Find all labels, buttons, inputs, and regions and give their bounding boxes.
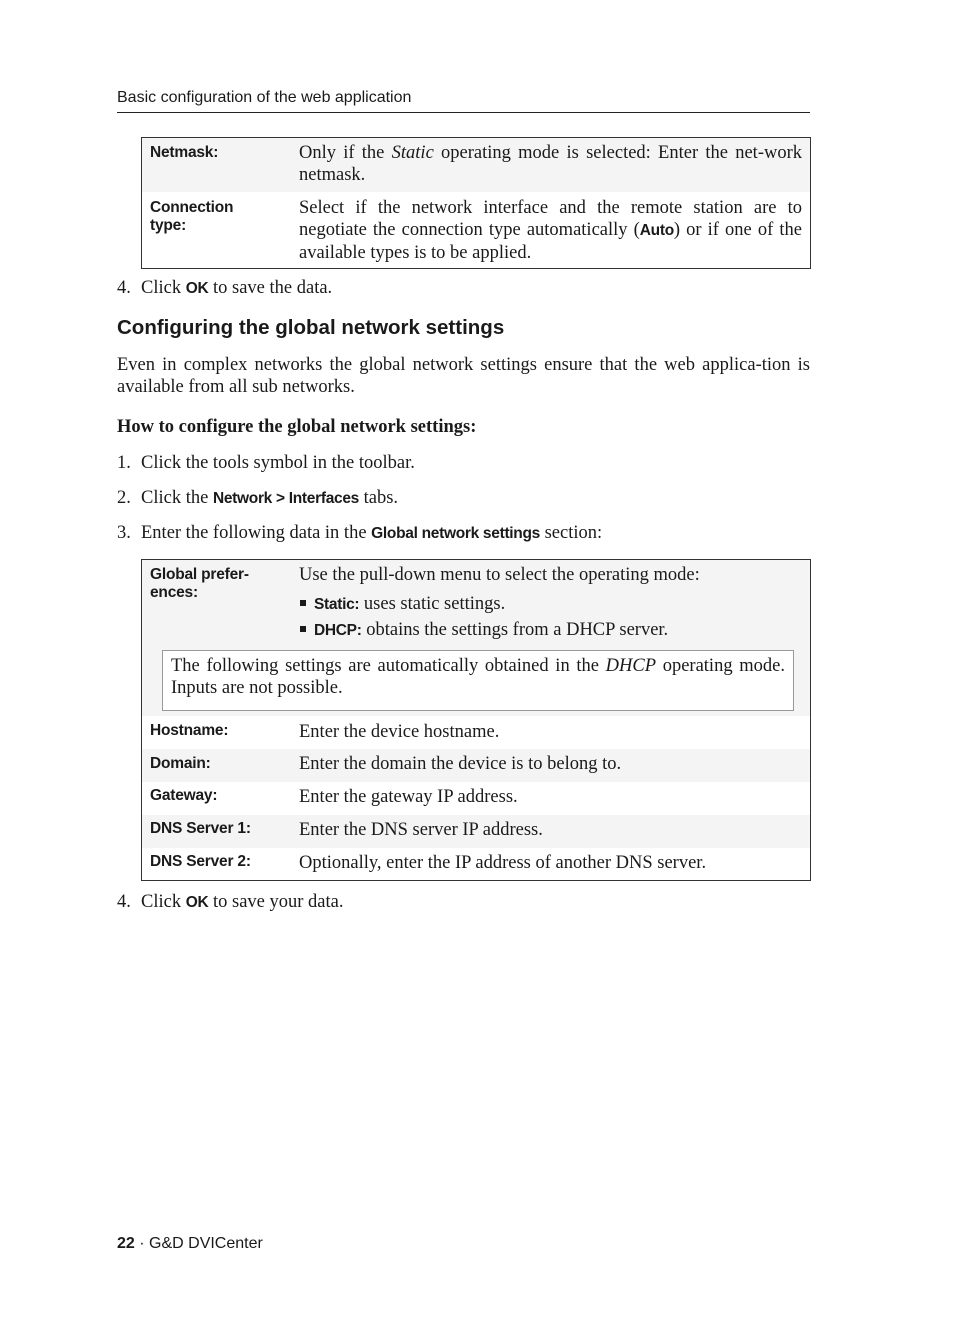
row-label: Gateway:	[150, 787, 218, 804]
row-description: Enter the domain the device is to belong to.	[299, 754, 622, 774]
table-row	[142, 138, 810, 192]
row-label: Netmask:	[150, 144, 219, 161]
list-item: DHCP: obtains the settings from a DHCP server.	[300, 619, 668, 642]
howto-heading: How to configure the global network settings:	[117, 417, 477, 437]
step-save: 4. Click OK to save the data.	[117, 278, 333, 298]
section-intro: Even in complex networks the global network settings ensure that the web applica-tion is available from all sub networks.	[117, 355, 810, 397]
row-description: Only if the Static operating mode is selected: Enter the net-work netmask.	[299, 143, 802, 185]
page-number: 22	[117, 1235, 135, 1252]
note-box	[162, 650, 794, 711]
table-row	[142, 848, 810, 880]
settings-table-network	[141, 137, 811, 269]
row-label: DNS Server 2:	[150, 853, 251, 870]
running-header: Basic configuration of the web application	[117, 89, 412, 106]
row-description: Select if the network interface and the remote station are to negotiate the connection type automatically (Auto) or if one of the available types is to be applied.	[299, 198, 802, 263]
table-row	[142, 782, 810, 815]
table-row	[142, 716, 810, 749]
row-label: Connection type:	[150, 199, 234, 234]
list-item: Static: uses static settings.	[300, 593, 505, 616]
step-3: 3. Enter the following data in the Global network settings section:	[117, 523, 603, 543]
step-save-data: 4. Click OK to save your data.	[117, 892, 344, 912]
section-heading: Configuring the global network settings	[117, 316, 505, 339]
row-label: DNS Server 1:	[150, 820, 251, 837]
row-label: Hostname:	[150, 722, 229, 739]
row-description: Enter the gateway IP address.	[299, 787, 518, 807]
table-row-global-preferences	[142, 560, 810, 716]
page-footer: 22 · G&D DVICenter	[117, 1235, 263, 1252]
row-description: Use the pull-down menu to select the operating mode:	[299, 565, 700, 585]
settings-table-global	[141, 559, 811, 881]
header-rule	[117, 112, 810, 113]
row-description: Optionally, enter the IP address of another DNS server.	[299, 853, 707, 873]
table-row	[142, 749, 810, 782]
row-label: Domain:	[150, 755, 211, 772]
table-row	[142, 815, 810, 848]
row-label: Global prefer- ences:	[150, 566, 249, 601]
product-name: G&D DVICenter	[149, 1235, 263, 1252]
row-description: Enter the DNS server IP address.	[299, 820, 543, 840]
step-1: 1. Click the tools symbol in the toolbar.	[117, 453, 415, 473]
row-description: Enter the device hostname.	[299, 722, 500, 742]
note-text: The following settings are automatically obtained in the DHCP operating mode. Inputs are not possible.	[171, 656, 785, 698]
bullet-icon	[300, 600, 306, 606]
step-2: 2. Click the Network > Interfaces tabs.	[117, 488, 399, 508]
table-row	[142, 192, 810, 268]
bullet-icon	[300, 626, 306, 632]
